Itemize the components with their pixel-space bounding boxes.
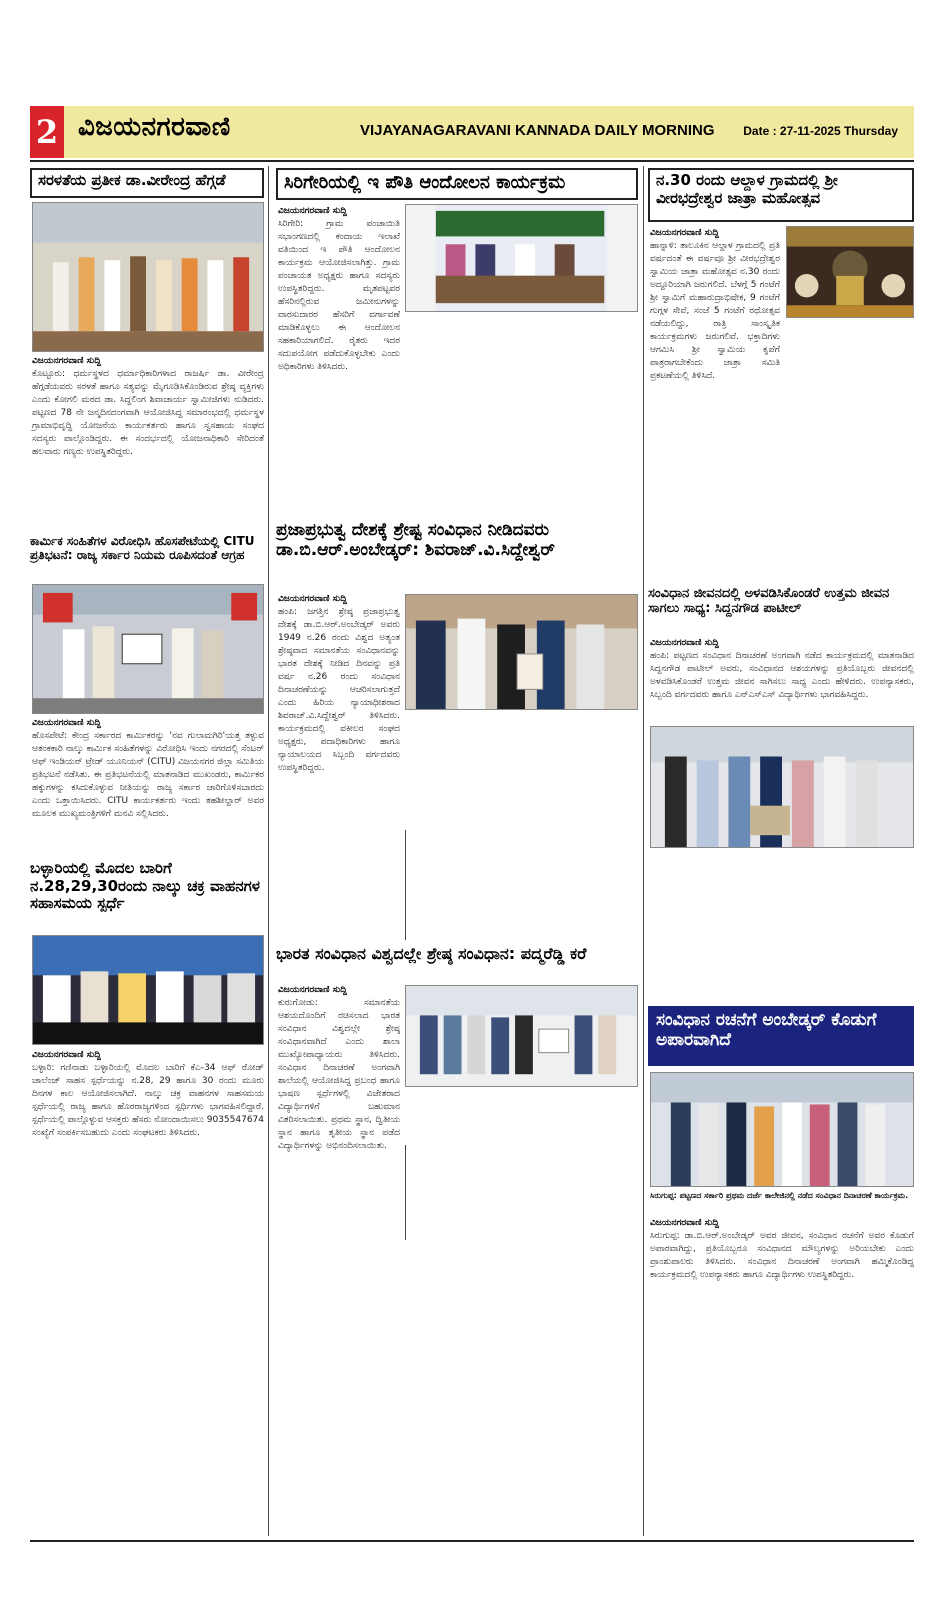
dateline: ವಿಜಯನಗರವಾಣಿ ಸುದ್ದಿ	[650, 228, 719, 238]
deity-photo	[786, 226, 914, 318]
dateline: ವಿಜಯನಗರವಾಣಿ ಸುದ್ದಿ	[32, 1050, 101, 1060]
headline: ಭಾರತ ಸಂವಿಧಾನ ವಿಶ್ವದಲ್ಲೇ ಶ್ರೇಷ್ಠ ಸಂವಿಧಾನ: ಪದ್ಮರೆಡ್ಡಿ ಕರೆ	[276, 944, 587, 963]
article-body: ಕುರುಗೋಡು: ಸಮಾನತೆಯ ಆಶಯದೊಂದಿಗೆ ರಚಿಸಲಾದ ಭಾರತ ಸಂವಿಧಾನ ವಿಶ್ವದಲ್ಲೇ ಶ್ರೇಷ್ಠ ಸಂವಿಧಾನವಾಗಿದೆ ಎಂದು ಶಾಲಾ ಮುಖ್ಯೋಪಾಧ್ಯಾಯರು ತಿಳಿಸಿದರು. ಸಂವಿಧಾನ ದಿನಾಚರಣೆ ಅಂಗವಾಗಿ ಶಾಲೆಯಲ್ಲಿ ಆಯೋಜಿಸಿದ್ದ ಪ್ರಬಂಧ ಹಾಗೂ ಭಾಷಣ ಸ್ಪರ್ಧೆಗಳಲ್ಲಿ ವಿಜೇತರಾದ ವಿದ್ಯಾರ್ಥಿಗಳಿಗೆ ಬಹುಮಾನ ವಿತರಿಸಲಾಯಿತು. ಪ್ರಥಮ ಸ್ಥಾನ, ದ್ವಿತೀಯ ಸ್ಥಾನ ಹಾಗೂ ತೃತೀಯ ಸ್ಥಾನ ಪಡೆದ ವಿದ್ಯಾರ್ಥಿಗಳನ್ನು ಅಭಿನಂದಿಸಲಾಯಿತು.	[278, 998, 400, 1151]
article-body: ಹಂಪಿ: ಜಗತ್ತಿನ ಶ್ರೇಷ್ಠ ಪ್ರಜಾಪ್ರಭುತ್ವ ದೇಶಕ್ಕೆ ಡಾ.ಬಿ.ಆರ್.ಅಂಬೇಡ್ಕರ್ ಅವರು 1949 ನ.26 ರಂದು ವಿಶ್ವದ ಅತ್ಯಂತ ಶ್ರೇಷ್ಠವಾದ ಸಮಾನತೆಯ ಸಂವಿಧಾನವನ್ನು ಭಾರತ ದೇಶಕ್ಕೆ ನೀಡಿದ ದಿನವನ್ನು ಪ್ರತಿ ವರ್ಷ ನ.26 ರಂದು ಸಂವಿಧಾನ ದಿನಾಚರಣೆಯನ್ನು ಆಚರಿಸಲಾಗುತ್ತದೆ ಎಂದು ಹಿರಿಯ ನ್ಯಾಯಾಧೀಶರಾದ ಶಿವರಾಜ್.ವಿ.ಸಿದ್ದೇಶ್ವರ್ ತಿಳಿಸಿದರು. ಕಾರ್ಯಕ್ರಮದಲ್ಲಿ ವಕೀಲರ ಸಂಘದ ಅಧ್ಯಕ್ಷರು, ಪದಾಧಿಕಾರಿಗಳು ಹಾಗೂ ನ್ಯಾಯಾಲಯದ ಸಿಬ್ಬಂದಿ ವರ್ಗದವರು ಉಪಸ್ಥಿತರಿದ್ದರು.	[278, 607, 400, 773]
article-body: ಹಾನ್ನಾಳಿ: ತಾಲೂಕಿನ ಆಲ್ದಾಳ ಗ್ರಾಮದಲ್ಲಿ ಪ್ರತಿ ವರ್ಷದಂತೆ ಈ ವರ್ಷವೂ ಶ್ರೀ ವೀರಭದ್ರೇಶ್ವರ ಸ್ವಾಮಿಯ ಜಾತ್ರಾ ಮಹೋತ್ಸವ ನ.30 ರಂದು ಅದ್ದೂರಿಯಾಗಿ ಜರುಗಲಿದೆ. ಬೆಳಗ್ಗೆ 5 ಗಂಟೆಗೆ ಶ್ರೀ ಸ್ವಾಮಿಗೆ ಮಹಾರುದ್ರಾಭಿಷೇಕ, 9 ಗಂಟೆಗೆ ಗುಗ್ಗಳ ಸೇವೆ, ಸಂಜೆ 5 ಗಂಟೆಗೆ ರಥೋತ್ಸವ ನಡೆಯಲಿದ್ದು, ರಾತ್ರಿ ಸಾಂಸ್ಕೃತಿಕ ಕಾರ್ಯಕ್ರಮಗಳು ಜರುಗಲಿವೆ. ಭಕ್ತಾದಿಗಳು ಆಗಮಿಸಿ ಶ್ರೀ ಸ್ವಾಮಿಯ ಕೃಪೆಗೆ ಪಾತ್ರರಾಗಬೇಕೆಂದು ಜಾತ್ರಾ ಸಮಿತಿ ಪ್ರಕಟಣೆಯಲ್ಲಿ ತಿಳಿಸಿದೆ.	[650, 241, 780, 381]
dateline: ವಿಜಯನಗರವಾಣಿ ಸುದ್ದಿ	[650, 1218, 719, 1228]
article-body-continued	[278, 316, 638, 516]
masthead	[30, 106, 914, 158]
article-body: ಹೊಸಪೇಟೆ: ಕೇಂದ್ರ ಸರ್ಕಾರದ ಕಾರ್ಮಿಕರನ್ನು 'ನವ ಗುಲಾಮಗಿರಿ'ಯತ್ತ ತಳ್ಳುವ ಆತಂಕಕಾರಿ ನಾಲ್ಕು ಕಾರ್ಮಿಕ ಸಂಹಿತೆಗಳನ್ನು ವಿರೋಧಿಸಿ ಇಂದು ನಗರದಲ್ಲಿ ಸೆಂಟರ್ ಆಫ್ ಇಂಡಿಯನ್ ಟ್ರೇಡ್ ಯೂನಿಯನ್ (CITU) ವಿಜಯನಗರ ಜಿಲ್ಲಾ ಸಮಿತಿಯ ಪ್ರತಿಭಟನೆ ನಡೆಸಿತು. ಈ ಪ್ರತಿಭಟನೆಯಲ್ಲಿ ಮಾತನಾಡಿದ ಮುಖಂಡರು, ಕಾರ್ಮಿಕರ ಹಕ್ಕುಗಳನ್ನು ಕಸಿದುಕೊಳ್ಳುವ ನೀತಿಯನ್ನು ರಾಜ್ಯ ಸರ್ಕಾರ ಜಾರಿಗೊಳಿಸಬಾರದು ಎಂದು ಒತ್ತಾಯಿಸಿದರು. CITU ಕಾರ್ಯಕರ್ತರು ಇಂದು ತಹಶೀಲ್ದಾರ್ ಅವರ ಮೂಲಕ ಮುಖ್ಯಮಂತ್ರಿಗಳಿಗೆ ಮನವಿ ಸಲ್ಲಿಸಿದರು.	[32, 731, 264, 819]
article-body: ಬಳ್ಳಾರಿ: ಗಣಿನಾಡು ಬಳ್ಳಾರಿಯಲ್ಲಿ ಮೊದಲ ಬಾರಿಗೆ ಕೆಎ-34 ಆಫ್ ರೋಡ್ ಚಾಲೆಂಜ್ ಸಾಹಸ ಸ್ಪರ್ಧೆಯನ್ನು ನ.28, 29 ಹಾಗೂ 30 ರಂದು ಮೂರು ದಿನಗಳ ಕಾಲ ಆಯೋಜಿಸಲಾಗಿದೆ. ನಾಲ್ಕು ಚಕ್ರ ವಾಹನಗಳ ಸಾಹಸಮಯ ಸ್ಪರ್ಧೆಯಲ್ಲಿ ರಾಜ್ಯ ಹಾಗೂ ಹೊರರಾಜ್ಯಗಳಿಂದ ಸ್ಪರ್ಧಿಗಳು ಭಾಗವಹಿಸಲಿದ್ದಾರೆ. ಸ್ಪರ್ಧೆಯಲ್ಲಿ ಪಾಲ್ಗೊಳ್ಳುವ ಆಸಕ್ತರು ಹೆಸರು ನೋಂದಾಯಿಸಲು 9035547674 ಸಂಖ್ಯೆಗೆ ಸಂಪರ್ಕಿಸಬಹುದು ಎಂದು ಸಂಘಟಕರು ತಿಳಿಸಿದರು.	[32, 1063, 264, 1138]
article-body-continued	[405, 714, 638, 831]
headline: ಕಾರ್ಮಿಕ ಸಂಹಿತೆಗಳ ವಿರೋಧಿಸಿ ಹೊಸಪೇಟೆಯಲ್ಲಿ CITU ಪ್ರತಿಭಟನೆ: ರಾಜ್ಯ ಸರ್ಕಾರ ನಿಯಮ ರೂಪಿಸದಂತೆ ಆಗ್ರಹ	[30, 534, 255, 563]
event-photo	[650, 1072, 914, 1187]
page-bottom-rule	[30, 1540, 914, 1542]
dateline: ವಿಜಯನಗರವಾಣಿ ಸುದ್ದಿ	[650, 638, 719, 648]
headline: ಸಿರಿಗೇರಿಯಲ್ಲಿ ಇ ಪೌತಿ ಆಂದೋಲನ ಕಾರ್ಯಕ್ರಮ	[276, 168, 638, 200]
dateline: ವಿಜಯನಗರವಾಣಿ ಸುದ್ದಿ	[278, 594, 347, 604]
dateline: ವಿಜಯನಗರವಾಣಿ ಸುದ್ದಿ	[278, 985, 347, 995]
paper-name-kannada: ವಿಜಯನಗರವಾಣಿ	[78, 112, 231, 142]
article-body: ಸಿರುಗುಪ್ಪ: ಡಾ.ಬಿ.ಆರ್.ಅಂಬೇಡ್ಕರ್ ಅವರ ಜೀವನ, ಸಂವಿಧಾನ ರಚನೆಗೆ ಅವರ ಕೊಡುಗೆ ಅಪಾರವಾಗಿದ್ದು, ಪ್ರತಿಯೊಬ್ಬರೂ ಸಂವಿಧಾನದ ಮೌಲ್ಯಗಳನ್ನು ಅರಿಯಬೇಕು ಎಂದು ಪ್ರಾಂಶುಪಾಲರು ತಿಳಿಸಿದರು. ಸಂವಿಧಾನ ದಿನಾಚರಣೆ ಅಂಗವಾಗಿ ಹಮ್ಮಿಕೊಂಡಿದ್ದ ಕಾರ್ಯಕ್ರಮದಲ್ಲಿ ಉಪನ್ಯಾಸಕರು ಹಾಗೂ ವಿದ್ಯಾರ್ಥಿಗಳು ಉಪಸ್ಥಿತರಿದ್ದರು.	[650, 1231, 914, 1280]
dateline: ವಿಜಯನಗರವಾಣಿ ಸುದ್ದಿ	[32, 356, 101, 366]
headline: ಸಂವಿಧಾನ ರಚನೆಗೆ ಅಂಬೇಡ್ಕರ್ ಕೊಡುಗೆ ಅಪಾರವಾಗಿದೆ	[648, 1006, 914, 1066]
article-body-continued	[650, 322, 914, 582]
protest-photo	[32, 584, 264, 714]
headline: ಪ್ರಜಾಪ್ರಭುತ್ವ ದೇಶಕ್ಕೆ ಶ್ರೇಷ್ಟ ಸಂವಿಧಾನ ನೀಡಿದವರು ಡಾ.ಬಿ.ಆರ್.ಅಂಬೇಡ್ಕರ್: ಶಿವರಾಜ್.ವಿ.ಸಿದ್ದೇಶ್ವರ್	[276, 520, 555, 561]
article-body-continued	[405, 1091, 638, 1147]
column-divider	[268, 166, 269, 1536]
dateline: ವಿಜಯನಗರವಾಣಿ ಸುದ್ದಿ	[32, 718, 101, 728]
event-photo	[32, 202, 264, 352]
article-body: ಸಿರಿಗೇರಿ: ಗ್ರಾಮ ಪಂಚಾಯಿತಿ ಸಭಾಂಗಣದಲ್ಲಿ ಕಂದಾಯ ಇಲಾಖೆ ವತಿಯಿಂದ ಇ ಪೌತಿ ಆಂದೋಲನ ಕಾರ್ಯಕ್ರಮ ಆಯೋಜಿಸಲಾಗಿತ್ತು. ಗ್ರಾಮ ಪಂಚಾಯತ ಅಧ್ಯಕ್ಷರು ಹಾಗೂ ಸದಸ್ಯರು ಉಪಸ್ಥಿತರಿದ್ದರು. ಮೃತಪಟ್ಟವರ ಹೆಸರಿನಲ್ಲಿರುವ ಜಮೀನುಗಳನ್ನು ವಾರಸುದಾರರ ಹೆಸರಿಗೆ ವರ್ಗಾವಣೆ ಮಾಡಿಕೊಳ್ಳಲು ಈ ಆಂದೋಲನ ಸಹಕಾರಿಯಾಗಲಿದೆ. ರೈತರು ಇದರ ಸದುಪಯೋಗ ಪಡೆದುಕೊಳ್ಳಬೇಕು ಎಂದು ಅಧಿಕಾರಿಗಳು ತಿಳಿಸಿದರು.	[278, 219, 400, 372]
headline: ನ.30 ರಂದು ಆಲ್ದಾಳ ಗ್ರಾಮದಲ್ಲಿ ಶ್ರೀ ವೀರಭದ್ರೇಶ್ವರ ಜಾತ್ರಾ ಮಹೋತ್ಸವ	[648, 168, 914, 222]
paper-name-english: VIJAYANAGARAVANI KANNADA DAILY MORNING	[360, 122, 715, 139]
masthead-rule	[30, 160, 914, 162]
column-divider	[643, 166, 644, 1536]
event-photo	[405, 594, 638, 710]
article-body: ಕೊಟ್ಟೂರು: ಧರ್ಮಸ್ಥಳದ ಧರ್ಮಾಧಿಕಾರಿಗಳಾದ ರಾಜರ್ಷಿ ಡಾ. ವೀರೇಂದ್ರ ಹೆಗ್ಗಡೆಯವರು ಸರಳತೆ ಹಾಗೂ ಸತ್ಯವನ್ನು ಮೈಗೂಡಿಸಿಕೊಂಡಿರುವ ಶ್ರೇಷ್ಠ ವ್ಯಕ್ತಿಗಳು ಎಂದು ಕೋಗಲಿ ಮಠದ ಡಾ. ಸಿದ್ಧಲಿಂಗ ಶಿವಾಚಾರ್ಯ ಸ್ವಾಮೀಜಿಗಳು ನುಡಿದರು. ಪಟ್ಟಣದ 78 ನೇ ಜನ್ಮದಿನದಂಗವಾಗಿ ಆಯೋಜಿಸಿದ್ದ ಸಮಾರಂಭದಲ್ಲಿ ಧರ್ಮಸ್ಥಳ ಗ್ರಾಮಾಭಿವೃದ್ಧಿ ಯೋಜನೆಯ ಕಾರ್ಯಕರ್ತರು ಹಾಗೂ ಸ್ವಸಹಾಯ ಸಂಘದ ಸದಸ್ಯರು ಪಾಲ್ಗೊಂಡಿದ್ದರು. ಈ ಸಂದರ್ಭದಲ್ಲಿ ಯೋಜನಾಧಿಕಾರಿ ಸೇರಿದಂತೆ ಹಲವಾರು ಗಣ್ಯರು ಉಪಸ್ಥಿತರಿದ್ದರು.	[32, 369, 264, 457]
headline: ಸಂವಿಧಾನ ಜೀವನದಲ್ಲಿ ಅಳವಡಿಸಿಕೊಂಡರೆ ಉತ್ತಮ ಜೀವನ ಸಾಗಲು ಸಾಧ್ಯ: ಸಿದ್ದನಗೌಡ ಪಾಟೀಲ್	[648, 586, 890, 617]
page-number: 2	[30, 106, 64, 158]
dateline: ವಿಜಯನಗರವಾಣಿ ಸುದ್ದಿ	[278, 206, 347, 216]
press-meet-photo	[32, 935, 264, 1045]
article-body-continued	[278, 1150, 638, 1535]
article-body-continued	[650, 852, 914, 1000]
issue-date: Date : 27-11-2025 Thursday	[743, 124, 898, 138]
headline: ಬಳ್ಳಾರಿಯಲ್ಲಿ ಮೊದಲ ಬಾರಿಗೆ ನ.28,29,30ರಂದು ನಾಲ್ಕು ಚಕ್ರ ವಾಹನಗಳ ಸಹಾಸಮಯ ಸ್ಪರ್ಧೆ	[30, 859, 260, 913]
headline: ಸರಳತೆಯ ಪ್ರತೀಕ ಡಾ.ವೀರೇಂದ್ರ ಹೆಗ್ಗಡೆ	[30, 168, 264, 198]
event-photo	[650, 726, 914, 848]
students-photo	[405, 985, 638, 1087]
article-body-continued	[278, 834, 638, 939]
article-body: ಹಂಪಿ: ಪಟ್ಟಣದ ಸಂವಿಧಾನ ದಿನಾಚರಣೆ ಅಂಗವಾಗಿ ನಡೆದ ಕಾರ್ಯಕ್ರಮದಲ್ಲಿ ಮಾತನಾಡಿದ ಸಿದ್ದನಗೌಡ ಪಾಟೀಲ್ ಅವರು, ಸಂವಿಧಾನದ ಆಶಯಗಳನ್ನು ಪ್ರತಿಯೊಬ್ಬರು ಜೀವನದಲ್ಲಿ ಅಳವಡಿಸಿಕೊಂಡರೆ ಉತ್ತಮ ಜೀವನ ಸಾಗಿಸಲು ಸಾಧ್ಯ ಎಂದು ಹೇಳಿದರು. ಉಪನ್ಯಾಸಕರು, ಸಿಬ್ಬಂದಿ ವರ್ಗದವರು ಹಾಗೂ ಎನ್ಎಸ್ಎಸ್ ವಿದ್ಯಾರ್ಥಿಗಳು ಭಾಗವಹಿಸಿದ್ದರು.	[650, 651, 914, 700]
event-photo	[405, 204, 638, 312]
photo-caption: ಸಿರುಗುಪ್ಪ: ಪಟ್ಟಣದ ಸರ್ಕಾರಿ ಪ್ರಥಮ ದರ್ಜೆ ಕಾಲೇಜಿನಲ್ಲಿ ನಡೆದ ಸಂವಿಧಾನ ದಿನಾಚರಣೆ ಕಾರ್ಯಕ್ರಮ.	[650, 1191, 909, 1200]
